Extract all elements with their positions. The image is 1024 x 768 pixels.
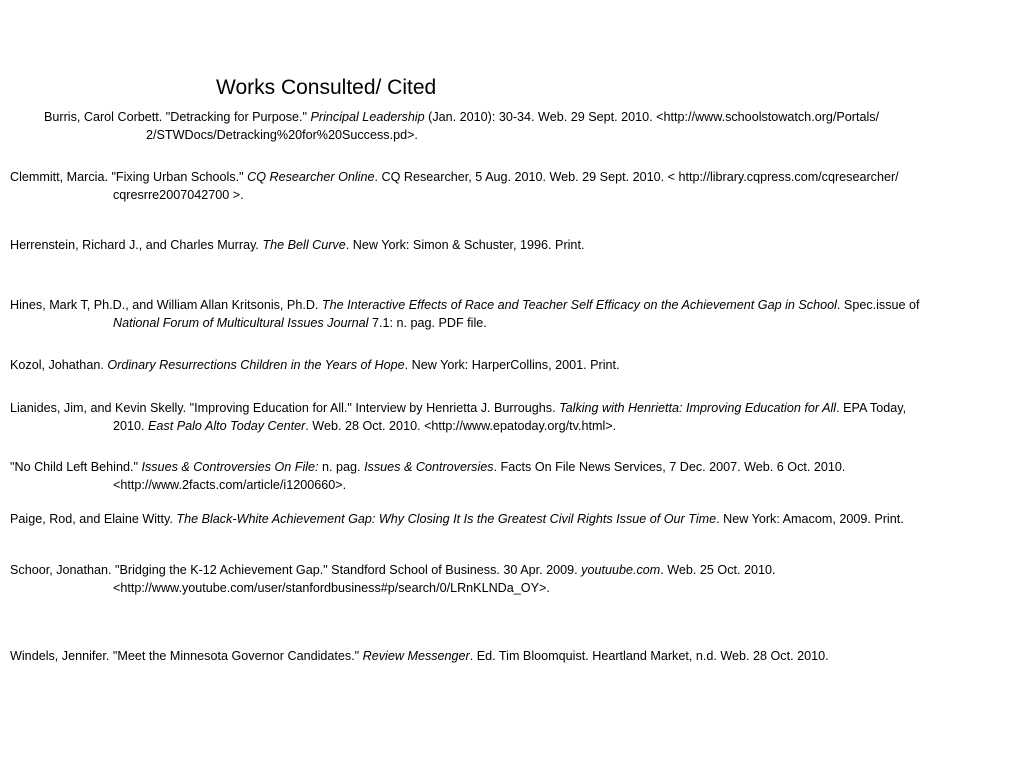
citation-entry-lianides bbox=[10, 399, 906, 435]
citation-line-continued bbox=[10, 417, 906, 435]
citation-line bbox=[10, 296, 920, 314]
citation-text: Clemmitt, Marcia. "Fixing Urban Schools." bbox=[10, 170, 248, 184]
citation-title-italic: CQ Researcher Online bbox=[247, 170, 375, 184]
citation-title-italic: Review Messenger bbox=[362, 649, 470, 663]
citation-line bbox=[10, 356, 620, 374]
citation-title-italic: Talking with Henrietta: Improving Education for All bbox=[559, 401, 837, 415]
citation-entry-paige bbox=[10, 510, 904, 528]
citation-text: . New York: HarperCollins, 2001. Print. bbox=[404, 358, 620, 372]
citation-text: . Facts On File News Services, 7 Dec. 2007. Web. 6 Oct. 2010. bbox=[493, 460, 846, 474]
citation-text: . Spec.issue of bbox=[836, 298, 920, 312]
citation-line bbox=[10, 458, 845, 476]
citation-text: "No Child Left Behind." bbox=[10, 460, 142, 474]
citation-line-continued bbox=[10, 579, 776, 597]
citation-text: . Web. 28 Oct. 2010. <http://www.epatoday.org/tv.html>. bbox=[305, 419, 617, 433]
citation-line-continued bbox=[10, 476, 845, 494]
citation-text: . Ed. Tim Bloomquist. Heartland Market, n.d. Web. 28 Oct. 2010. bbox=[469, 649, 829, 663]
citation-text: <http://www.2facts.com/article/i1200660>. bbox=[113, 478, 347, 492]
citation-line bbox=[10, 399, 906, 417]
citation-text: Herrenstein, Richard J., and Charles Murray. bbox=[10, 238, 263, 252]
citation-text: . New York: Simon & Schuster, 1996. Print. bbox=[345, 238, 585, 252]
citation-title-italic: National Forum of Multicultural Issues Journal bbox=[113, 316, 369, 330]
citation-text: <http://www.youtube.com/user/stanfordbusiness#p/search/0/LRnKLNDa_OY>. bbox=[113, 581, 550, 595]
citation-text: (Jan. 2010): 30-34. Web. 29 Sept. 2010. <http://www.schoolstowatch.org/Portals/ bbox=[424, 110, 880, 124]
citation-line bbox=[10, 647, 829, 665]
citation-text: 7.1: n. pag. PDF file. bbox=[368, 316, 487, 330]
citation-entry-kozol bbox=[10, 356, 620, 374]
citation-entry-hines bbox=[10, 296, 920, 332]
citation-title-italic: The Black-White Achievement Gap: Why Closing It Is the Greatest Civil Rights Issue of Our Time bbox=[176, 512, 717, 526]
citation-line bbox=[44, 108, 879, 126]
citation-entry-herrnstein bbox=[10, 236, 584, 254]
citation-text: . CQ Researcher, 5 Aug. 2010. Web. 29 Sept. 2010. < http://library.cqpress.com/cqresearcher/ bbox=[374, 170, 899, 184]
citation-text: 2/STWDocs/Detracking%20for%20Success.pd>. bbox=[146, 128, 418, 142]
citation-text: cqresrre2007042700 >. bbox=[113, 188, 244, 202]
citation-text: Windels, Jennifer. "Meet the Minnesota Governor Candidates." bbox=[10, 649, 363, 663]
citation-title-italic: The Interactive Effects of Race and Teacher Self Efficacy on the Achievement Gap in School bbox=[321, 298, 837, 312]
citation-text: . Web. 25 Oct. 2010. bbox=[660, 563, 776, 577]
citation-line-continued bbox=[10, 186, 899, 204]
citation-entry-clemmitt bbox=[10, 168, 899, 204]
citation-text: Kozol, Johathan. bbox=[10, 358, 108, 372]
citation-entry-schoor bbox=[10, 561, 776, 597]
citation-title-italic: Issues & Controversies On File: bbox=[141, 460, 319, 474]
citation-text: . New York: Amacom, 2009. Print. bbox=[716, 512, 904, 526]
citation-text: 2010. bbox=[113, 419, 149, 433]
citation-line bbox=[10, 168, 899, 186]
page-title: Works Consulted/ Cited bbox=[216, 76, 437, 99]
citation-title-italic: Ordinary Resurrections Children in the Years of Hope bbox=[107, 358, 405, 372]
citation-entry-windels bbox=[10, 647, 829, 665]
citation-text: Burris, Carol Corbett. "Detracking for Purpose." bbox=[44, 110, 311, 124]
citation-entry-no-child-left-behind bbox=[10, 458, 845, 494]
citation-text: Hines, Mark T, Ph.D., and William Allan Kritsonis, Ph.D. bbox=[10, 298, 322, 312]
citation-text: Paige, Rod, and Elaine Witty. bbox=[10, 512, 177, 526]
citation-entry-burris bbox=[44, 108, 879, 144]
citation-line bbox=[10, 236, 584, 254]
citation-text: Lianides, Jim, and Kevin Skelly. "Improving Education for All." Interview by Henrietta J. Burroughs. bbox=[10, 401, 560, 415]
citation-line-continued bbox=[10, 314, 920, 332]
citation-title-italic: Principal Leadership bbox=[310, 110, 425, 124]
citation-title-italic: Issues & Controversies bbox=[364, 460, 494, 474]
citation-title-italic: youtuube.com bbox=[581, 563, 661, 577]
citation-line bbox=[10, 510, 904, 528]
citation-text: Schoor, Jonathan. "Bridging the K-12 Achievement Gap." Standford School of Business. 30 Apr. 2009. bbox=[10, 563, 582, 577]
citation-line-continued bbox=[44, 126, 879, 144]
citation-title-italic: East Palo Alto Today Center bbox=[148, 419, 306, 433]
citation-text: n. pag. bbox=[318, 460, 365, 474]
citation-line bbox=[10, 561, 776, 579]
citation-text: . EPA Today, bbox=[836, 401, 907, 415]
citation-title-italic: The Bell Curve bbox=[262, 238, 346, 252]
